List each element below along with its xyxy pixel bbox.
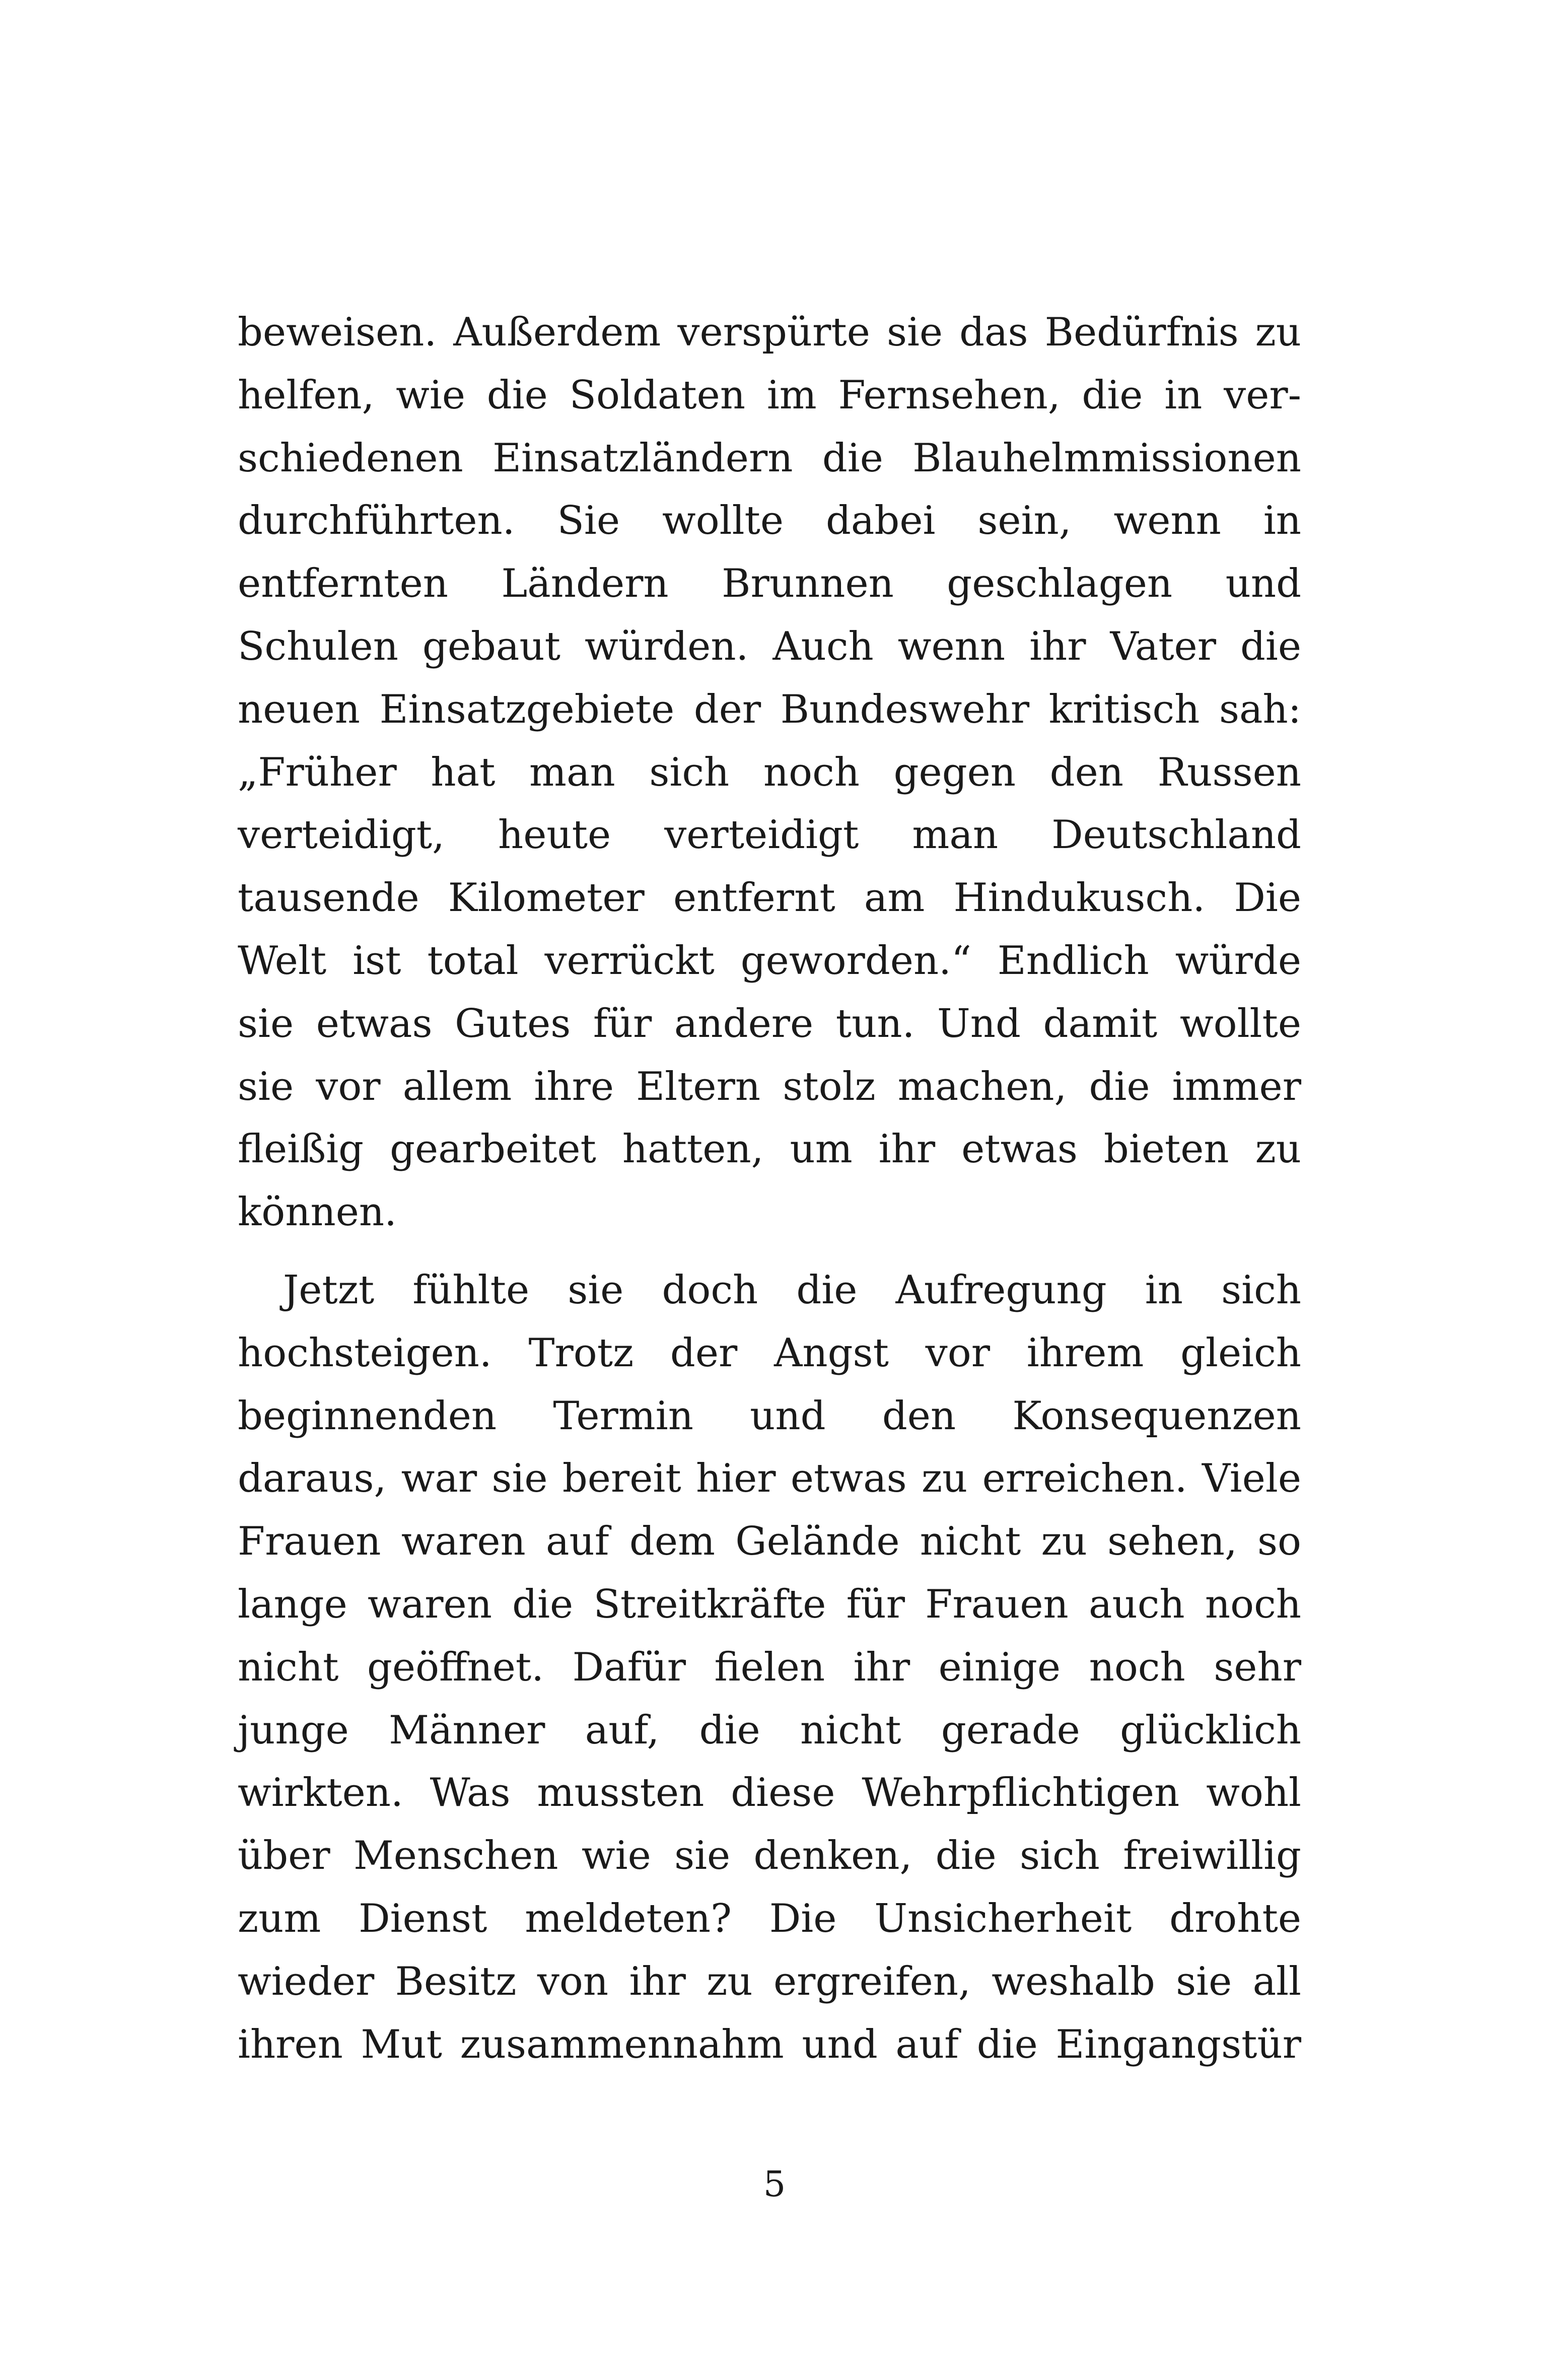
- text-line: sie vor allem ihre Eltern stolz machen, die immer: [238, 1064, 1301, 1109]
- text-line: Frauen waren auf dem Gelände nicht zu sehen, so: [238, 1519, 1301, 1565]
- text-line: „Früher hat man sich noch gegen den Russen: [238, 749, 1301, 795]
- page-number: 5: [763, 2163, 786, 2205]
- text-line: sie etwas Gutes für andere tun. Und damit wollte: [238, 1001, 1301, 1046]
- text-line: schiedenen Einsatzländern die Blauhelmmissionen: [238, 435, 1301, 481]
- text-line: Welt ist total verrückt geworden.“ Endlich würde: [238, 938, 1301, 984]
- paragraph-spacer: [238, 1244, 1301, 1259]
- text-line: können.: [238, 1189, 397, 1235]
- text-line: fleißig gearbeitet hatten, um ihr etwas bieten zu: [238, 1127, 1301, 1172]
- text-line: junge Männer auf, die nicht gerade glücklich: [238, 1707, 1301, 1753]
- text-line: beginnenden Termin und den Konsequenzen: [238, 1393, 1301, 1439]
- paragraph-1: [238, 301, 1301, 1244]
- text-line: Jetzt fühlte sie doch die Aufregung in sich: [283, 1267, 1301, 1313]
- text-line: hochsteigen. Trotz der Angst vor ihrem gleich: [238, 1330, 1301, 1376]
- text-line: helfen, wie die Soldaten im Fernsehen, die in ver-: [238, 372, 1301, 418]
- text-line: verteidigt, heute verteidigt man Deutschland: [238, 812, 1301, 858]
- body-text: [238, 301, 1301, 2076]
- text-line: tausende Kilometer entfernt am Hindukusch. Die: [238, 875, 1301, 921]
- text-line: lange waren die Streitkräfte für Frauen auch noch: [238, 1581, 1301, 1627]
- text-line: beweisen. Außerdem verspürte sie das Bedürfnis zu: [238, 310, 1301, 355]
- text-line: nicht geöffnet. Dafür fielen ihr einige noch sehr: [238, 1644, 1301, 1690]
- text-line: wirkten. Was mussten diese Wehrpflichtigen wohl: [238, 1770, 1301, 1816]
- text-line: durchführten. Sie wollte dabei sein, wenn in: [238, 498, 1301, 544]
- text-line: über Menschen wie sie denken, die sich freiwillig: [238, 1833, 1301, 1879]
- text-line: ihren Mut zusammennahm und auf die Eingangstür: [238, 2021, 1301, 2067]
- text-line: wieder Besitz von ihr zu ergreifen, weshalb sie all: [238, 1958, 1301, 2004]
- text-line: neuen Einsatzgebiete der Bundeswehr kritisch sah:: [238, 686, 1301, 732]
- text-line: daraus, war sie bereit hier etwas zu erreichen. Viele: [238, 1456, 1301, 1502]
- text-line: entfernten Ländern Brunnen geschlagen und: [238, 561, 1301, 607]
- paragraph-2: [238, 1259, 1301, 2076]
- text-line: zum Dienst meldeten? Die Unsicherheit drohte: [238, 1896, 1301, 1941]
- text-line: Schulen gebaut würden. Auch wenn ihr Vater die: [238, 623, 1301, 669]
